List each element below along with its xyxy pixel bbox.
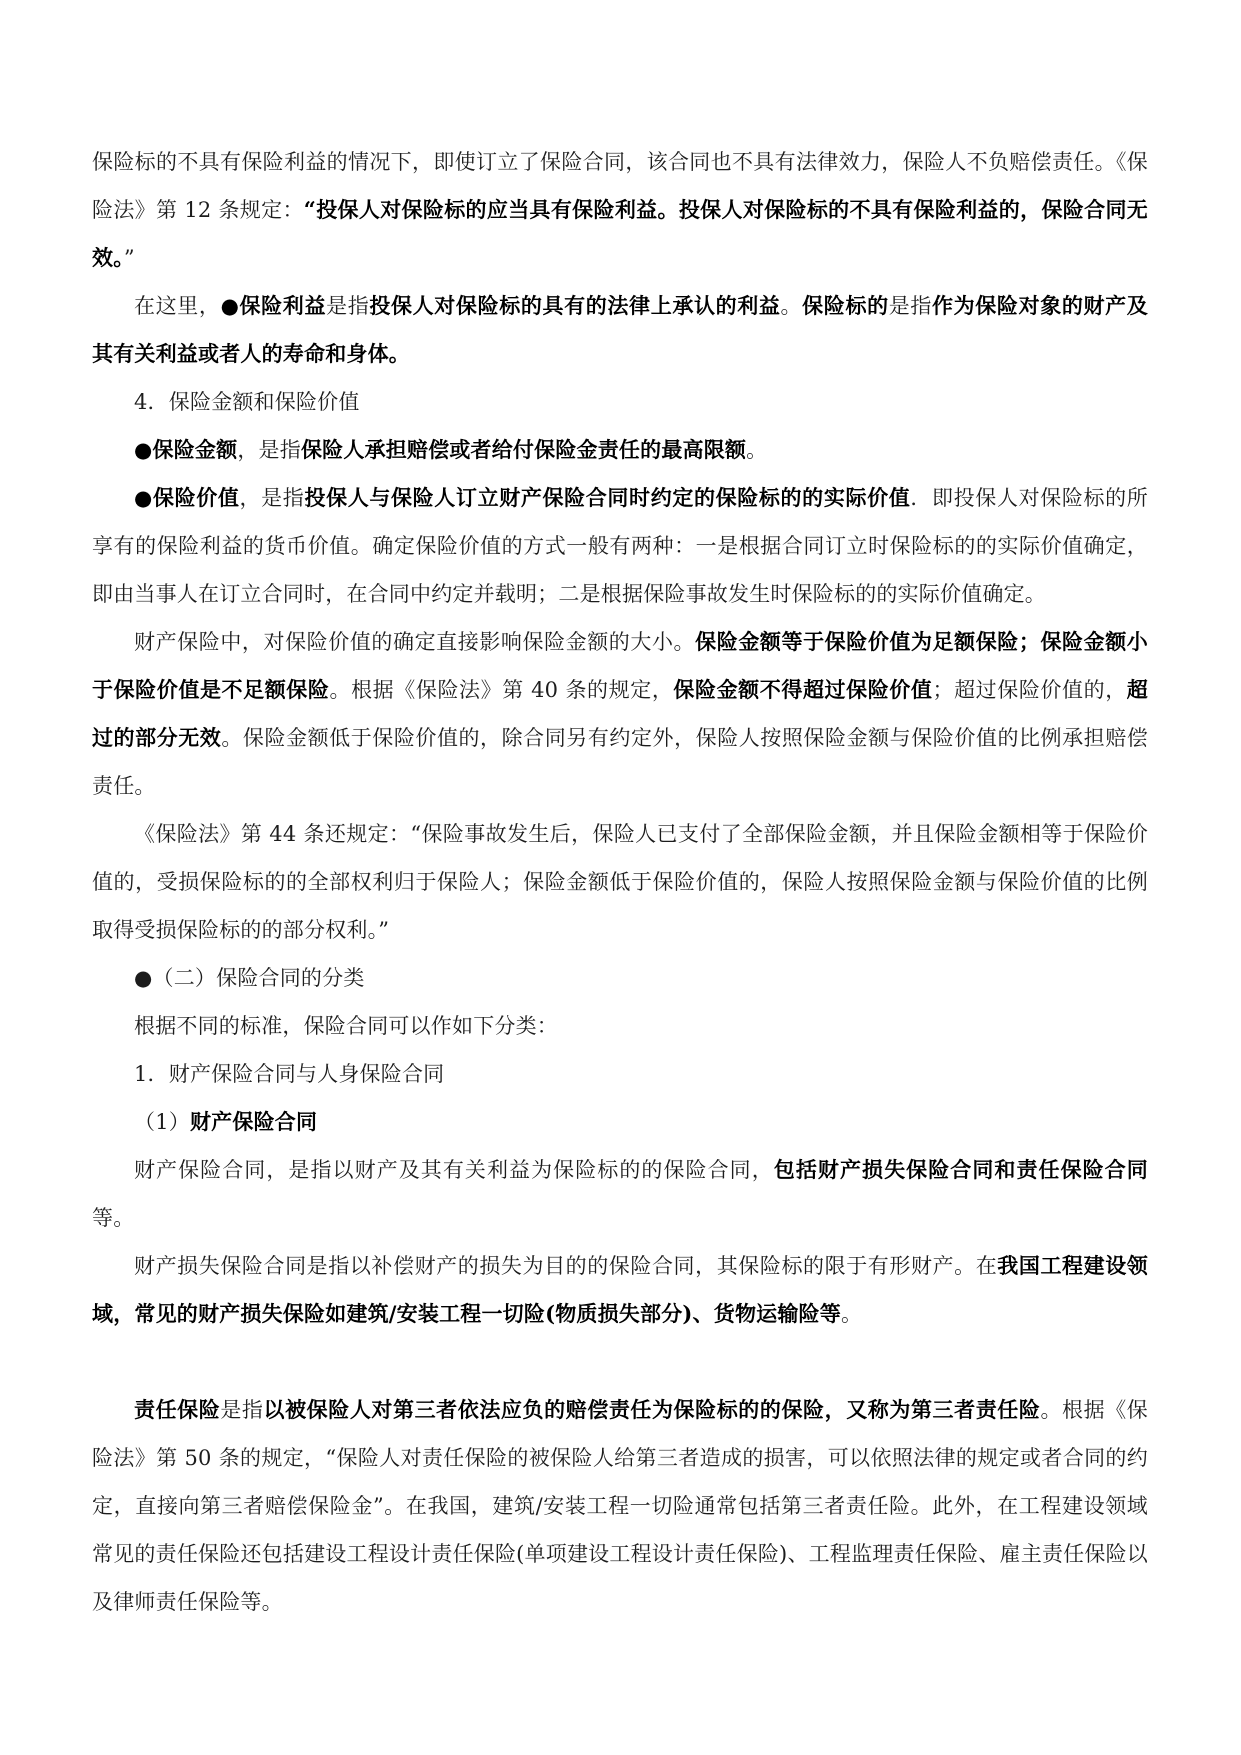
paragraph <box>92 618 1148 810</box>
text-run: 。 <box>840 1302 863 1326</box>
bold-text: 以被保险人对第三者依法应负的赔偿责任为保险标的的保险，又称为第三者责任险 <box>263 1397 1041 1422</box>
text-run: 保险标的不具有保险利益的情况下，即使订立了保险合同，该合同也不具有法律效力，保险人不负赔偿责任。《保险法》第 12 条规定： <box>92 150 1148 222</box>
text-run: 。根据《保险法》第 40 条的规定， <box>329 678 674 702</box>
text-run: ” <box>123 246 135 270</box>
text-run: 是指 <box>888 294 933 318</box>
bold-text: 责任保险 <box>134 1397 221 1422</box>
bold-text: ●保险利益 <box>220 293 327 318</box>
text-run: ，是指 <box>237 438 301 462</box>
text-run: 财产损失保险合同是指以补偿财产的损失为目的的保险合同，其保险标的限于有形财产。在 <box>134 1254 998 1278</box>
text-run: 财产保险中，对保险价值的确定直接影响保险金额的大小。 <box>134 630 696 654</box>
text-run: 财产保险合同，是指以财产及其有关利益为保险标的的保险合同， <box>134 1158 774 1182</box>
text-run: （1） <box>134 1110 190 1134</box>
paragraph <box>92 954 1148 1002</box>
text-run: ．即投保人对保险标的所享有的保险利益的货币价值。确定保险价值的方式一般有两种：一是根据合同订立时保险标的的实际价值确定，即由当事人在订立合同时，在合同中约定并载明；二是根据保险事故发生时保险标的的实际价值确定。 <box>92 486 1148 606</box>
bold-text: 投保人与保险人订立财产保险合同时约定的保险标的的实际价值 <box>304 485 911 510</box>
paragraph <box>92 1146 1148 1242</box>
bold-text: 投保人对保险标的具有的法律上承认的利益 <box>369 293 781 318</box>
paragraph <box>92 138 1148 282</box>
paragraph <box>92 378 1148 426</box>
bold-text: 财产保险合同 <box>189 1109 318 1134</box>
text-run: ，是指 <box>239 486 305 510</box>
bold-text: 超过的部分无效 <box>92 677 1148 750</box>
paragraph <box>92 282 1148 378</box>
paragraph <box>92 474 1148 618</box>
paragraph <box>92 810 1148 954</box>
bold-text: 包括财产损失保险合同和责任保险合同 <box>773 1157 1148 1182</box>
paragraph <box>92 1098 1148 1146</box>
text-run: 等。 <box>92 1206 135 1230</box>
text-run: 1．财产保险合同与人身保险合同 <box>134 1062 445 1086</box>
text-run: 。保险金额低于保险价值的，除合同另有约定外，保险人按照保险金额与保险价值的比例承担赔偿责任。 <box>92 726 1148 798</box>
text-run: 根据不同的标准，保险合同可以作如下分类： <box>134 1014 558 1038</box>
text-run: 是指 <box>220 1398 264 1422</box>
paragraph <box>92 1002 1148 1050</box>
text-run: 在这里， <box>134 294 221 318</box>
text-run: ●（二）保险合同的分类 <box>134 966 365 990</box>
paragraph-spacer <box>92 1338 1148 1386</box>
bold-text: “投保人对保险标的应当具有保险利益。投保人对保险标的不具有保险利益的，保险合同无效。 <box>92 197 1148 270</box>
bold-text: 我国工程建设领域，常见的财产损失保险如建筑/安装工程一切险(物质损失部分)、货物运输险等 <box>92 1253 1148 1326</box>
text-run: 。根据《保险法》第 50 条的规定，“保险人对责任保险的被保险人给第三者造成的损害，可以依照法律的规定或者合同的约定，直接向第三者赔偿保险金”。在我国，建筑/安装工程一切险通常包括第三者责任险。此外，在工程建设领域常见的责任保险还包括建设工程设计责任保险(单项建设工程设计责任保险)、工程监理责任保险、雇主责任保险以及律师责任保险等。 <box>92 1398 1148 1614</box>
bold-text: 保险金额不得超过保险价值 <box>673 677 933 702</box>
text-run: 《保险法》第 44 条还规定：“保险事故发生后，保险人已支付了全部保险金额，并且保险金额相等于保险价值的，受损保险标的的全部权利归于保险人；保险金额低于保险价值的，保险人按照保险金额与保险价值的比例取得受损保险标的的部分权利。” <box>92 822 1148 942</box>
paragraph <box>92 1242 1148 1338</box>
bold-text: ●保险价值 <box>134 485 240 510</box>
bold-text: 保险金额等于保险价值为足额保险；保险金额小于保险价值是不足额保险 <box>92 629 1149 702</box>
bold-text: 保险标的 <box>802 293 889 318</box>
bold-text: 保险人承担赔偿或者给付保险金责任的最高限额 <box>300 437 747 462</box>
text-run: ；超过保险价值的， <box>932 678 1127 702</box>
bold-text: ●保险金额 <box>134 437 238 462</box>
paragraph <box>92 1386 1148 1626</box>
text-run: 4．保险金额和保险价值 <box>134 390 360 414</box>
text-run: 。 <box>780 294 803 318</box>
paragraph <box>92 1050 1148 1098</box>
document-page <box>92 138 1148 1626</box>
text-run: 是指 <box>326 294 370 318</box>
text-run: 。 <box>746 438 768 462</box>
paragraph <box>92 426 1148 474</box>
bold-text: 作为保险对象的财产及其有关利益或者人的寿命和身体。 <box>92 293 1148 366</box>
